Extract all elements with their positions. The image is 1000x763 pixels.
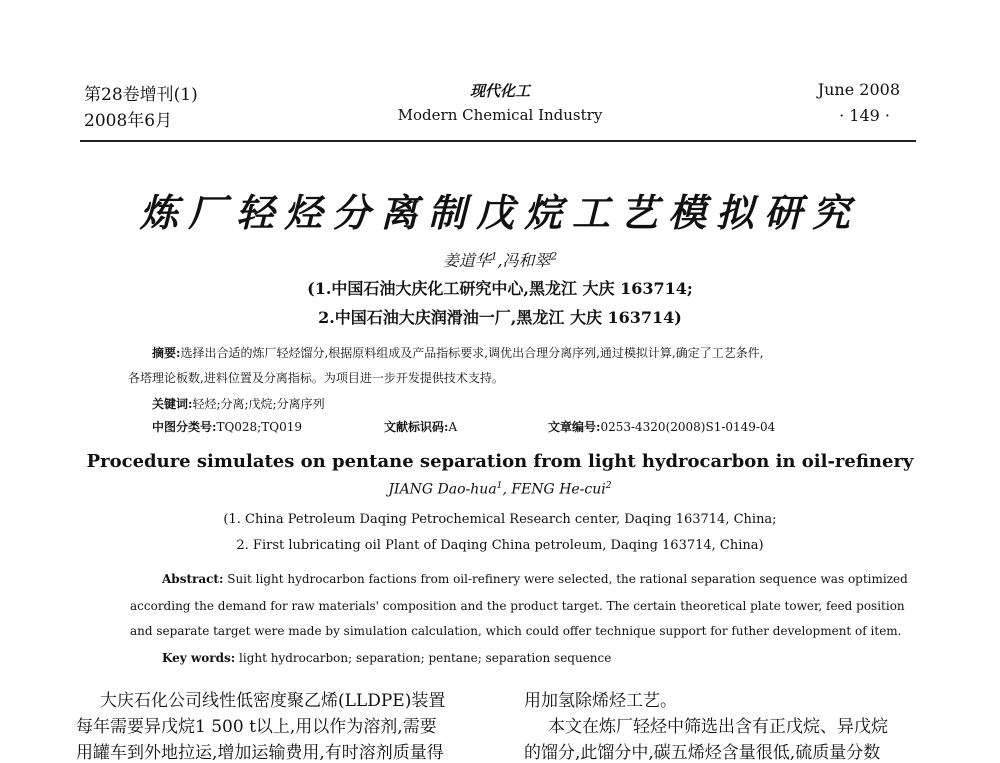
author-en-2: FENG He-cui	[511, 481, 606, 498]
author-1-sup: 1	[490, 250, 498, 263]
body-left-line-3: 用罐车到外地拉运,增加运输费用,有时溶剂质量得	[76, 743, 444, 763]
article-number-label: 文章编号:	[548, 420, 601, 434]
page-number: · 149 ·	[839, 106, 890, 125]
header-rule	[80, 140, 916, 142]
abstract-cn-line-1	[152, 344, 764, 361]
keywords-cn	[152, 395, 325, 412]
paper-title-en: Procedure simulates on pentane separation from light hydrocarbon in oil-refinery	[86, 451, 914, 472]
document-code	[384, 418, 457, 435]
body-right-line-3: 的馏分,此馏分中,碳五烯烃含量很低,硫质量分数	[524, 743, 881, 763]
abstract-cn-line-2: 各塔理论板数,进料位置及分离指标。为项目进一步开发提供技术支持。	[128, 371, 504, 385]
body-left-line-2: 每年需要异戊烷1 500 t以上,用以作为溶剂,需要	[76, 717, 437, 737]
author-2-sup: 2	[550, 250, 558, 263]
author-sep: ,	[497, 251, 503, 270]
body-right-line-2: 本文在炼厂轻烃中筛选出含有正戊烷、异戊烷	[548, 717, 888, 737]
abstract-en-line-2: according the demand for raw materials' composition and the product target. The certain theoretical plate tower, feed position	[130, 599, 905, 613]
affiliation-en-1: (1. China Petroleum Daqing Petrochemical Research center, Daqing 163714, China;	[223, 512, 777, 527]
doc-code-value: A	[448, 420, 458, 434]
journal-name-en: Modern Chemical Industry	[397, 106, 603, 124]
abstract-en-text-1: Suit light hydrocarbon factions from oil-refinery were selected, the rational separation sequence was optimized	[227, 572, 908, 586]
keywords-en	[162, 651, 611, 665]
author-en-sep: ,	[502, 481, 512, 498]
author-1: 姜道华	[442, 251, 491, 270]
abstract-en-label: Abstract:	[162, 572, 224, 586]
author-en-1-sup: 1	[496, 481, 503, 491]
volume-label: 第28卷增刊(1)	[84, 85, 198, 105]
clc-label: 中图分类号:	[152, 420, 217, 434]
author-en-2-sup: 2	[605, 481, 612, 491]
abstract-en-line-1	[162, 572, 908, 586]
clc-value: TQ028;TQ019	[216, 420, 302, 434]
abstract-cn-text-1: 选择出合适的炼厂轻烃馏分,根据原料组成及产品指标要求,调优出合理分离序列,通过模拟计算,确定了工艺条件,	[180, 346, 764, 360]
paper-title: 炼厂轻烃分离制戊烷工艺模拟研究	[139, 190, 860, 235]
affiliation-en-2: 2. First lubricating oil Plant of Daqing China petroleum, Daqing 163714, China)	[236, 538, 764, 553]
article-number-value: 0253-4320(2008)S1-0149-04	[600, 420, 776, 434]
author-2: 冯和翠	[502, 251, 551, 270]
date-cn: 2008年6月	[84, 111, 173, 131]
affiliation-cn-2: 2.中国石油大庆润滑油一厂,黑龙江 大庆 163714)	[318, 308, 682, 327]
keywords-cn-label: 关键词:	[152, 397, 193, 411]
body-right-line-1: 用加氢除烯烃工艺。	[524, 691, 677, 711]
abstract-cn-label: 摘要:	[152, 346, 181, 360]
keywords-en-text: light hydrocarbon; separation; pentane; separation sequence	[239, 651, 612, 665]
doc-code-label: 文献标识码:	[384, 420, 449, 434]
authors-cn	[0, 248, 1000, 271]
keywords-en-label: Key words:	[162, 651, 236, 665]
article-number	[548, 418, 775, 435]
body-left-line-1: 大庆石化公司线性低密度聚乙烯(LLDPE)装置	[100, 691, 446, 711]
authors-en	[0, 481, 1000, 498]
affiliation-cn-1: (1.中国石油大庆化工研究中心,黑龙江 大庆 163714;	[307, 279, 693, 298]
date-en: June 2008	[817, 80, 900, 99]
journal-name-cn: 现代化工	[469, 82, 530, 100]
abstract-en-line-3: and separate target were made by simulation calculation, which could offer technique support for futher development of item.	[130, 624, 902, 638]
keywords-cn-text: 轻烃;分离;戊烷;分离序列	[192, 397, 325, 411]
author-en-1: JIANG Dao-hua	[388, 481, 497, 498]
clc-number	[152, 418, 302, 435]
